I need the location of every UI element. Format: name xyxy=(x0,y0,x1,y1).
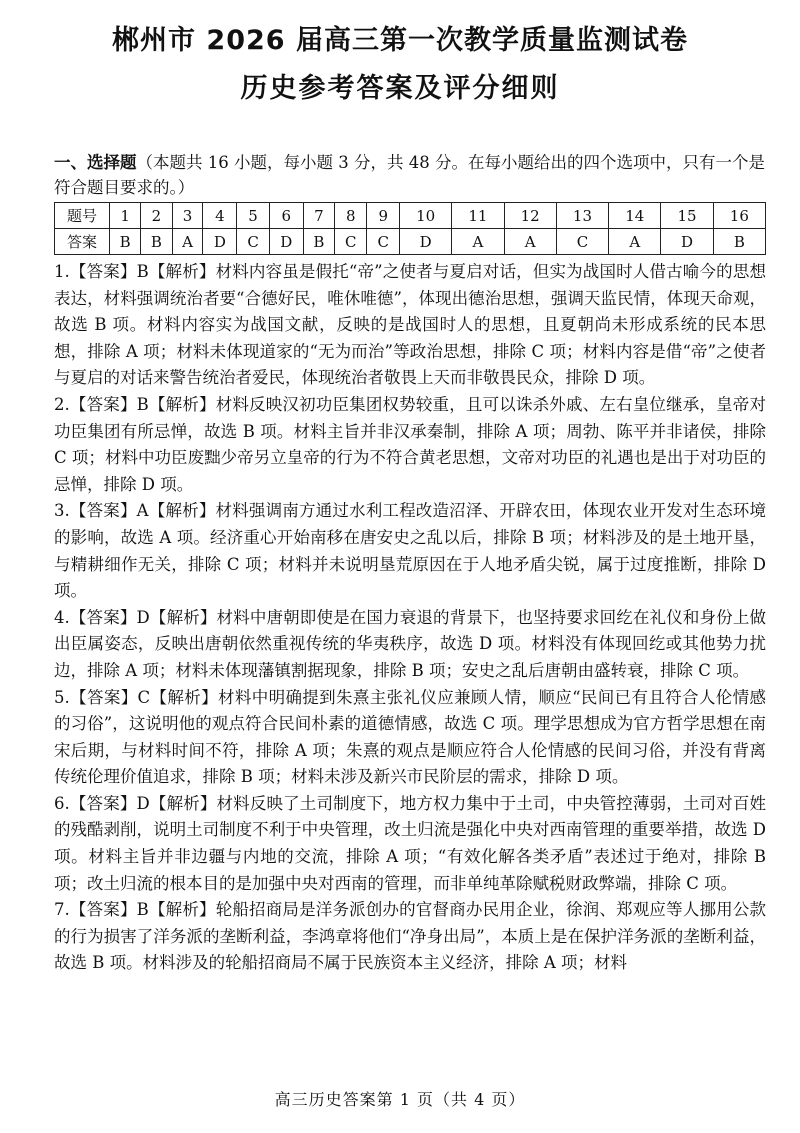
question-number-cell: 6 xyxy=(269,203,303,229)
answer-tag: 【答案】B【解析】 xyxy=(69,900,216,920)
explanation-2 xyxy=(54,392,766,498)
answer-cell: D xyxy=(269,229,303,255)
question-number: 4. xyxy=(54,607,70,627)
question-number-cell: 1 xyxy=(110,203,141,229)
answer-cell: B xyxy=(713,229,765,255)
question-number-cell: 15 xyxy=(661,203,713,229)
question-number-cell: 12 xyxy=(504,203,556,229)
page-footer: 高三历史答案第 1 页（共 4 页） xyxy=(274,1090,526,1109)
question-number-cell: 16 xyxy=(713,203,765,229)
question-number-cell: 7 xyxy=(303,203,334,229)
explanation-7 xyxy=(54,897,766,977)
question-number: 7. xyxy=(54,900,70,920)
question-number: 6. xyxy=(54,793,70,813)
answer-cell: A xyxy=(609,229,661,255)
number-row-label: 题号 xyxy=(55,203,110,229)
answer-cell: B xyxy=(141,229,172,255)
question-number-cell: 4 xyxy=(203,203,237,229)
explanation-4 xyxy=(54,605,766,685)
answer-table-answer-row xyxy=(55,229,766,255)
explanation-text: 材料中明确提到朱熹主张礼仪应兼顾人情，顺应“民间已有且符合人伦情感的习俗”，这说明他的观点符合民间朴素的道德情感，故选 C 项。理学思想成为官方哲学思想在南宋后期，与材料时间不符，排除 A 项；朱熹的观点是顺应符合人伦情感的民间习俗，并没有背离传统伦理价值追求，排除 B 项；材料未涉及新兴市民阶层的需求，排除 D 项。 xyxy=(54,687,767,787)
answer-cell: D xyxy=(203,229,237,255)
answer-cell: A xyxy=(172,229,203,255)
question-number: 2. xyxy=(54,394,70,414)
explanations xyxy=(54,259,766,977)
explanation-3 xyxy=(54,498,766,604)
question-number-cell: 10 xyxy=(399,203,451,229)
answer-table-number-row xyxy=(55,203,766,229)
section-title: 一、选择题 xyxy=(54,153,137,172)
question-number: 3. xyxy=(54,501,70,521)
answer-cell: C xyxy=(556,229,608,255)
answer-cell: C xyxy=(367,229,399,255)
answer-tag: 【答案】D【解析】 xyxy=(69,793,217,813)
section-heading xyxy=(54,150,766,200)
answer-cell: B xyxy=(110,229,141,255)
exam-title: 郴州市 2026 届高三第一次教学质量监测试卷 xyxy=(112,25,688,56)
answer-cell: A xyxy=(504,229,556,255)
answer-row-label: 答案 xyxy=(55,229,110,255)
answer-cell: D xyxy=(661,229,713,255)
question-number-cell: 3 xyxy=(172,203,203,229)
answer-tag: 【答案】C【解析】 xyxy=(69,687,218,707)
answer-table xyxy=(54,202,766,255)
explanation-text: 材料强调南方通过水利工程改造沼泽、开辟农田，体现农业开发对生态环境的影响，故选 A 项。经济重心开始南移在唐安史之乱以后，排除 B 项；材料涉及的是土地开垦，与精耕细作无关，排除 C 项；材料并未说明垦荒原因在于人地矛盾尖锐，属于过度推断，排除 D 项。 xyxy=(54,501,766,601)
explanation-1 xyxy=(54,259,766,392)
exam-subtitle: 历史参考答案及评分细则 xyxy=(240,73,560,104)
question-number-cell: 8 xyxy=(335,203,367,229)
answer-cell: B xyxy=(303,229,334,255)
answer-cell: A xyxy=(452,229,504,255)
explanation-text: 材料反映汉初功臣集团权势较重，且可以诛杀外戚、左右皇位继承，皇帝对功臣集团有所忌惮，故选 B 项。材料主旨并非汉承秦制，排除 A 项；周勃、陈平并非诸侯，排除 C 项；材料中功臣废黜少帝另立皇帝的行为不符合黄老思想，文帝对功臣的礼遇也是出于对功臣的忌惮，排除 D 项。 xyxy=(54,394,766,494)
explanation-6 xyxy=(54,791,766,897)
section-description: （本题共 16 小题，每小题 3 分，共 48 分。在每小题给出的四个选项中，只有一个是符合题目要求的。） xyxy=(54,153,765,197)
answer-cell: D xyxy=(399,229,451,255)
question-number-cell: 5 xyxy=(237,203,269,229)
question-number: 1. xyxy=(54,262,70,281)
explanation-text: 轮船招商局是洋务派创办的官督商办民用企业，徐润、郑观应等人挪用公款的行为损害了洋务派的垄断利益，李鸿章将他们“净身出局”，本质上是在保护洋务派的垄断利益，故选 B 项。材料涉及的轮船招商局不属于民族资本主义经济，排除 A 项；材料 xyxy=(54,900,766,973)
question-number-cell: 11 xyxy=(452,203,504,229)
question-number: 5. xyxy=(54,687,70,707)
answer-cell: C xyxy=(237,229,269,255)
question-number-cell: 13 xyxy=(556,203,608,229)
answer-tag: 【答案】B【解析】 xyxy=(69,394,216,414)
answer-tag: 【答案】A【解析】 xyxy=(69,501,216,521)
explanation-text: 材料反映了土司制度下，地方权力集中于土司，中央管控薄弱，土司对百姓的残酷剥削，说明土司制度不利于中央管理，改土归流是强化中央对西南管理的重要举措，故选 D 项。材料主旨并非边疆与内地的交流，排除 A 项；“有效化解各类矛盾”表述过于绝对，排除 B 项；改土归流的根本目的是加强中央对西南的管理，而非单纯革除赋税财政弊端，排除 C 项。 xyxy=(54,793,766,893)
answer-cell: C xyxy=(335,229,367,255)
answer-tag: 【答案】D【解析】 xyxy=(69,607,217,627)
explanation-text: 材料内容虽是假托“帝”之使者与夏启对话，但实为战国时人借古喻今的思想表达，材料强调统治者要“合德好民，唯休唯德”，体现出德治思想，强调天监民情，体现天命观，故选 B 项。材料内容实为战国文献，反映的是战国时人的思想，且夏朝尚未形成系统的民本思想，排除 A 项；材料未体现道家的“无为而治”等政治思想，排除 C 项；材料内容是借“帝”之使者与夏启的对话来警告统治者爱民，体现统治者敬畏上天而非敬畏民众，排除 D 项。 xyxy=(54,262,766,388)
answer-tag: 【答案】B【解析】 xyxy=(69,262,216,281)
question-number-cell: 9 xyxy=(367,203,399,229)
question-number-cell: 14 xyxy=(609,203,661,229)
explanation-text: 材料中唐朝即使是在国力衰退的背景下，也坚持要求回纥在礼仪和身份上做出臣属姿态，反映出唐朝依然重视传统的华夷秩序，故选 D 项。材料没有体现回纥或其他势力扰边，排除 A 项；材料未体现藩镇割据现象，排除 B 项；安史之乱后唐朝由盛转衰，排除 C 项。 xyxy=(54,607,767,680)
question-number-cell: 2 xyxy=(141,203,172,229)
explanation-5 xyxy=(54,685,766,791)
